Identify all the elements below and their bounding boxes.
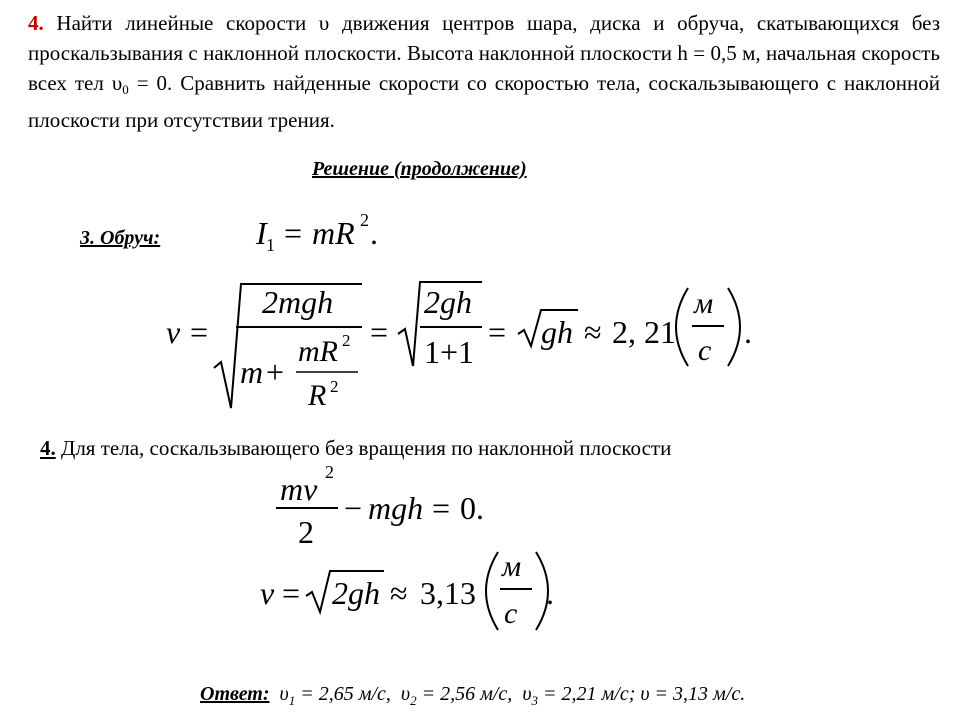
upsilon-symbol-2: υ — [111, 71, 123, 95]
equals-sign-2: = — [370, 314, 389, 350]
solution-title: Решение (продолжение) — [312, 158, 527, 180]
problem-text-2: движения центров шара, диска и обруча, скатывающихся без проскальзывания с наклонной плоскости. Высота наклонной плоскости h = 0,5 м, начальная скорость всех тел — [28, 11, 940, 95]
energy-denominator: 2 — [298, 514, 314, 550]
problem-text-1: Найти линейные скорости — [43, 11, 319, 35]
denominator-1plus1: 1+1 — [424, 334, 475, 370]
sqrt-2gh: 2gh — [332, 575, 380, 611]
unit-denominator: с — [698, 334, 712, 367]
section-4-number: 4. — [40, 436, 56, 460]
sqrt-gh: gh — [541, 314, 573, 350]
answer-sub2: 2 — [410, 693, 417, 708]
inertia-subscript: 1 — [266, 235, 275, 255]
energy-equals: = — [432, 490, 451, 526]
energy-numerator-sup: 2 — [325, 462, 334, 482]
hoop-velocity-formula — [166, 282, 752, 412]
slide-velocity-formula — [260, 550, 554, 630]
inertia-superscript: 2 — [360, 210, 369, 230]
numerator-2gh: 2gh — [424, 284, 472, 320]
unit-numerator-2: м — [502, 550, 522, 583]
answer-u1: υ — [279, 683, 289, 705]
formula-dot: . — [744, 314, 752, 350]
mgh-term: mgh — [368, 490, 424, 526]
answer-v3: = 2,21 м/с; — [538, 683, 636, 705]
answer-sub1: 1 — [288, 693, 296, 708]
unit-numerator: м — [694, 287, 714, 320]
answer-line — [200, 683, 745, 709]
plus-sign: + — [266, 354, 285, 390]
inertia-formula — [255, 210, 378, 255]
answer-u2: υ — [400, 683, 411, 705]
problem-text-3: = 0. Сравнить найденные скорости со скоростью тела, соскальзывающего с наклонной плоскости при отсутствии трения. — [28, 71, 940, 132]
answer-u4: υ — [640, 683, 650, 705]
section-4-label — [40, 436, 671, 461]
answer-sub3: 3 — [531, 693, 538, 708]
inertia-symbol: I — [256, 215, 267, 251]
problem-number: 4. — [28, 11, 44, 35]
inner-denominator-sup: 2 — [330, 377, 339, 396]
approx-sign-2: ≈ — [390, 575, 408, 611]
section-4-text: Для тела, соскальзывающего без вращения по наклонной плоскости — [55, 436, 672, 460]
inner-numerator: mR — [298, 335, 338, 368]
energy-numerator: mv — [280, 471, 318, 507]
answer-u3: υ — [522, 683, 532, 705]
answer-label: Ответ: — [200, 683, 270, 705]
inertia-equals: = — [284, 215, 303, 251]
value-3-13: 3,13 — [420, 575, 476, 611]
equals-sign: = — [190, 314, 209, 350]
v-symbol-2: v — [260, 575, 275, 611]
answer-v1: = 2,65 м/с, — [295, 683, 391, 705]
formula-dot-2: . — [546, 575, 554, 611]
equals-sign-4: = — [282, 575, 301, 611]
approx-sign: ≈ — [584, 314, 602, 350]
equals-sign-3: = — [488, 314, 507, 350]
numerator-2mgh: 2mgh — [262, 284, 334, 320]
v-symbol: v — [166, 314, 181, 350]
left-paren-icon — [676, 288, 688, 366]
denominator-m: m — [240, 354, 264, 390]
minus-sign: − — [344, 490, 363, 526]
upsilon-symbol: υ — [318, 11, 330, 35]
inner-numerator-sup: 2 — [342, 331, 351, 350]
subscript-zero: 0 — [122, 82, 129, 97]
value-2-21: 2, 21 — [612, 314, 676, 350]
inertia-dot: . — [370, 215, 378, 251]
energy-zero: 0. — [460, 490, 484, 526]
answer-v4: = 3,13 м/с. — [649, 683, 746, 705]
right-paren-icon — [728, 288, 740, 366]
inertia-mr: mR — [312, 215, 355, 251]
section-3-label: 3. Обруч: — [80, 227, 161, 249]
unit-denominator-2: с — [504, 597, 518, 630]
energy-formula — [276, 462, 484, 550]
inner-denominator: R — [308, 379, 327, 412]
answer-v2: = 2,56 м/с, — [416, 683, 513, 705]
left-paren-icon-2 — [486, 552, 498, 630]
